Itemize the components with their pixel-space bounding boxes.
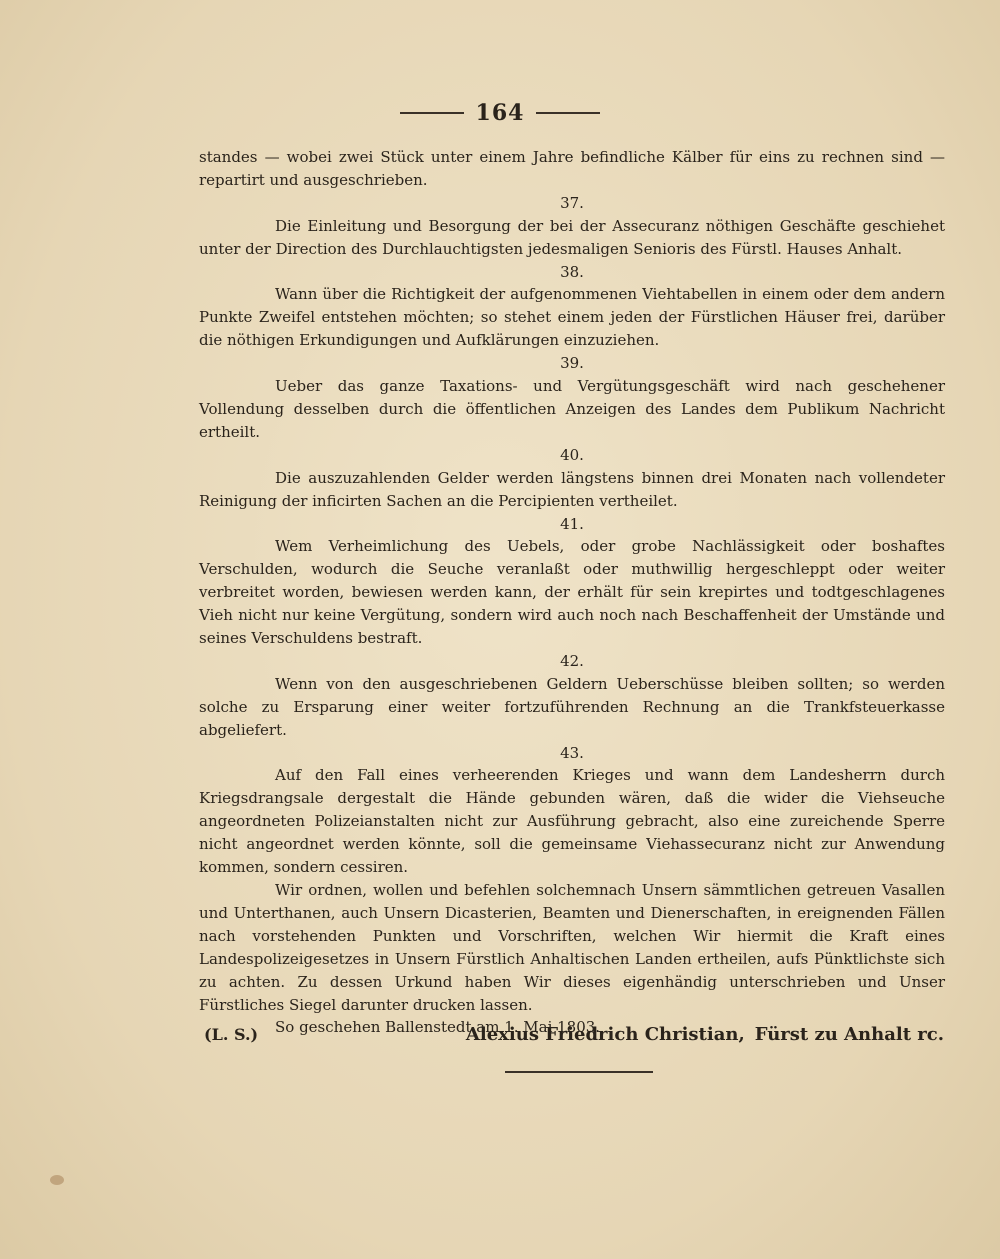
paragraph-40: Die auszuzahlenden Gelder werden längstens binnen drei Monaten nach vollendeter Reinigung der inficirten Sachen an die Percipienten vertheilet.: [199, 468, 945, 510]
paragraph-42: Wenn von den ausgeschriebenen Geldern Ueberschüsse bleiben sollten; so werden solche zu Ersparung einer weiter fortzuführenden Rechnung an die Trankfsteuerkasse abgeliefert.: [199, 674, 945, 739]
paragraph-39: Ueber das ganze Taxations- und Vergütungsgeschäft wird nach geschehener Vollendung desselben durch die öffentlichen Anzeigen des Landes dem Publikum Nachricht ertheilt.: [199, 377, 945, 441]
section-number-39: 39.: [560, 354, 584, 373]
paragraph-37: Die Einleitung und Besorgung der bei der Assecuranz nöthigen Geschäfte geschiehet unter der Direction des Durchlauchtigsten jedesmaligen Senioris des Fürstl. Hauses Anhalt.: [199, 216, 945, 258]
paragraph-41: Wem Verheimlichung des Uebels, oder grobe Nachlässigkeit oder boshaftes Verschulden, wodurch die Seuche veranlaßt oder muthwillig hergeschleppt oder weiter verbreitet worden, bewiesen werden kann, der erhält für sein krepirtes und todtgeschlagenes Vieh nicht nur keine Vergütung, sondern wird auch noch nach Beschaffenheit der Umstände und seines Verschuldens bestraft.: [199, 537, 945, 648]
paragraph-38: Wann über die Richtigkeit der aufgenommenen Viehtabellen in einem oder dem andern Punkte Zweifel entstehen möchten; so stehet einem jeden der Fürstlichen Häuser frei, darüber die nöthigen Erkundigungen und Aufklärungen einzuziehen.: [199, 285, 945, 350]
paragraph-date: So geschehen Ballenstedt am 1. Mai 1803.: [275, 1018, 601, 1037]
body-text: [199, 146, 945, 1039]
signature-line: [466, 1024, 944, 1045]
closing-rule: [505, 1071, 653, 1073]
signatory-name: Alexius Friedrich Christian,: [465, 1024, 745, 1045]
paragraph-continuation: standes — wobei zwei Stück unter einem Jahre befindliche Kälber für eins zu rechnen sind — repartirt und ausgeschrieben.: [199, 148, 945, 189]
page-header: [0, 100, 1000, 126]
paragraph-43: Auf den Fall eines verheerenden Krieges und wann dem Landesherrn durch Kriegsdrangsale dergestalt die Hände gebunden wären, daß die wider die Viehseuche angeordneten Polizeianstalten nicht zur Ausführung gebracht, also eine zureichende Sperre nicht angeordnet werden könnte, soll die gemeinsame Viehassecuranz nicht zur Anwendung kommen, sondern cessiren.: [199, 766, 945, 877]
section-number-37: 37.: [560, 193, 584, 212]
section-number-41: 41.: [560, 514, 584, 533]
signatory-title: Fürst zu Anhalt rc.: [754, 1024, 944, 1045]
header-rule-left: [400, 112, 464, 114]
paragraph-closing-decree: Wir ordnen, wollen und befehlen solchemnach Unsern sämmtlichen getreuen Vasallen und Unterthanen, auch Unsern Dicasterien, Beamten und Dienerschaften, in ereignenden Fällen nach vorstehenden Punkten und Vorschriften, welchen Wir hiermit die Kraft eines Landespolizeigesetzes in Unsern Fürstlich Anhaltischen Landen ertheilen, aufs Pünktlichste sich zu achten. Zu dessen Urkund haben Wir dieses eigenhändig unterschrieben und Unser Fürstliches Siegel darunter drucken lassen.: [199, 881, 945, 1014]
header-rule-right: [536, 112, 600, 114]
section-number-43: 43.: [560, 743, 584, 762]
section-number-42: 42.: [560, 651, 584, 670]
seal-mark: (L. S.): [204, 1025, 259, 1044]
page-number: 164: [475, 100, 525, 126]
paper-stain: [50, 1175, 64, 1185]
section-number-38: 38.: [560, 262, 584, 281]
signature-block: [204, 1024, 944, 1045]
section-number-40: 40.: [560, 445, 584, 464]
